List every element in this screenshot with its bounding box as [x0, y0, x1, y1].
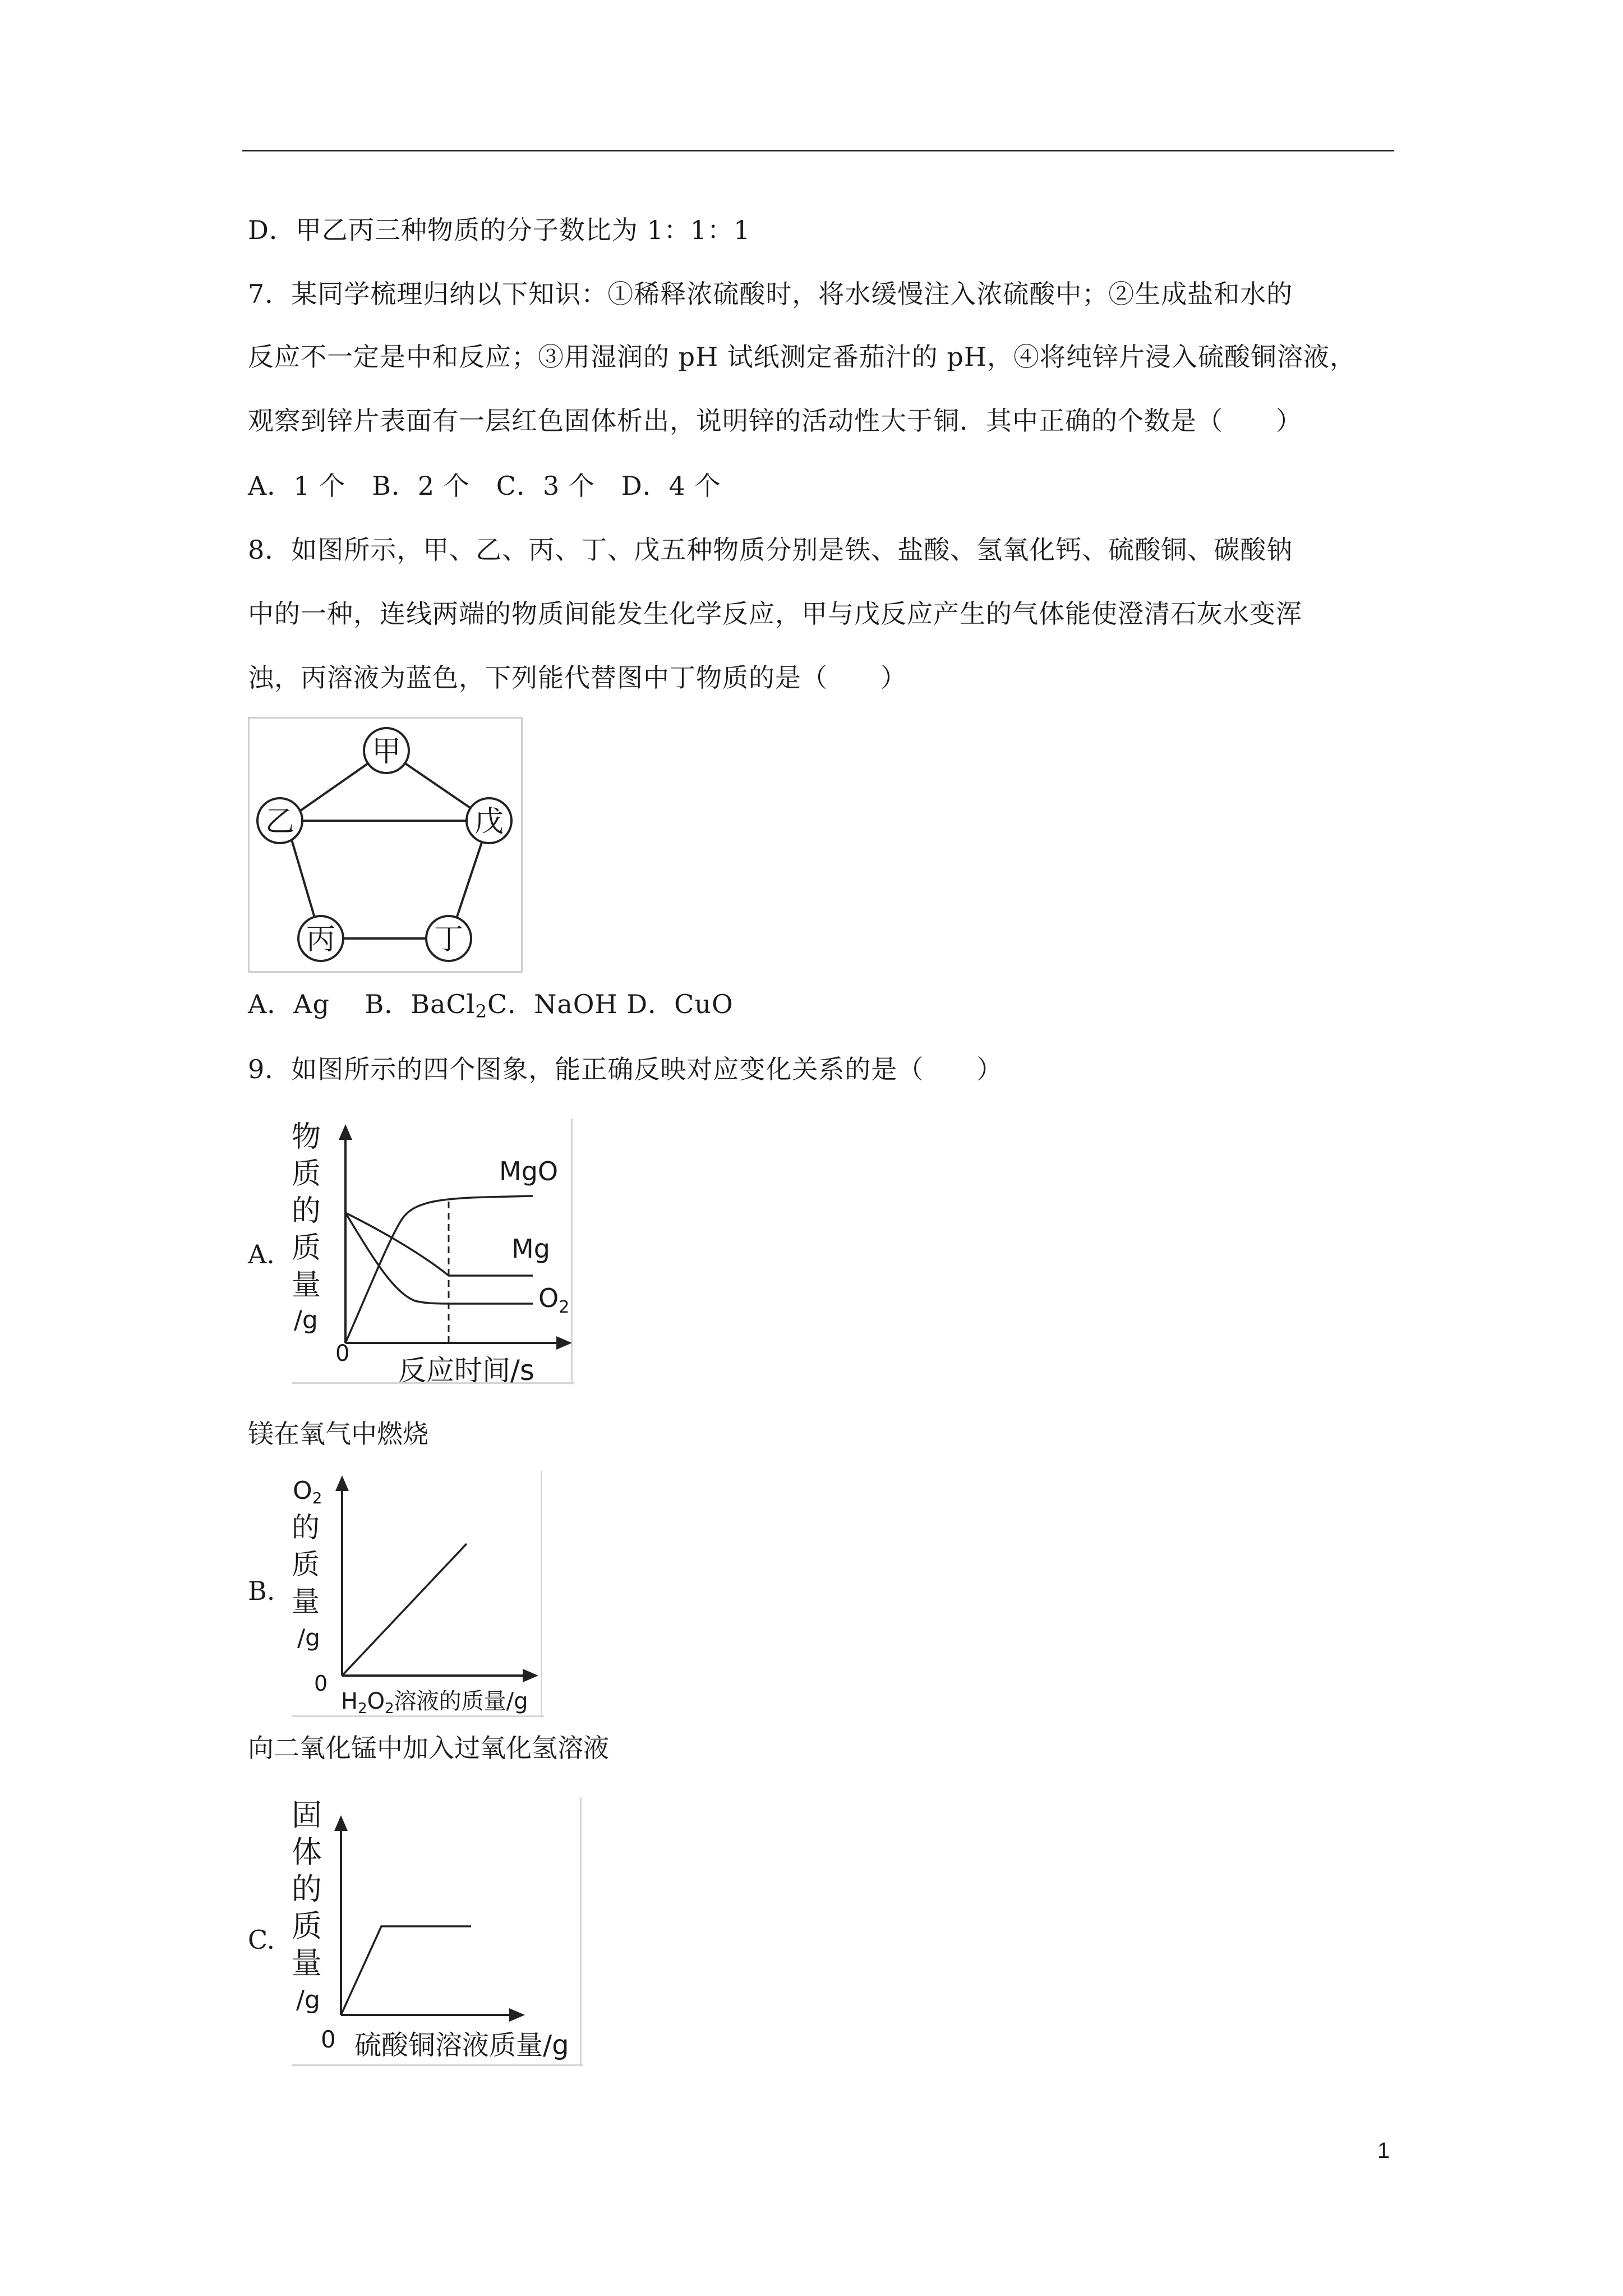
graph-c: [292, 1797, 583, 2067]
graph-a-ylabel-3: 质: [292, 1231, 321, 1265]
header-rule: [242, 150, 1394, 151]
node-ding: 丁: [434, 923, 464, 956]
q7-options: A．1 个 B．2 个 C．3 个 D．4 个: [248, 471, 721, 501]
graph-a-ylabel-4: 量: [292, 1268, 321, 1302]
node-bing: 丙: [306, 923, 336, 956]
q8-options-ab: A．Ag B．BaCl: [248, 989, 476, 1019]
graph-c-xlabel: 硫酸铜溶液质量/g: [354, 2030, 569, 2061]
graph-a-ylabel-0: 物: [292, 1120, 321, 1154]
graph-a-series-mg: Mg: [511, 1234, 550, 1264]
node-wu: 戊: [474, 805, 504, 839]
graph-b-ylabel-0: 的: [292, 1511, 320, 1544]
graph-a-label: A.: [248, 1239, 275, 1269]
graph-a-origin: 0: [335, 1341, 350, 1366]
graph-a: [292, 1119, 574, 1384]
graph-b-xlabel: $H_2O_2$溶液的质量/g: [341, 1688, 528, 1717]
q8-options-sub: 2: [475, 1001, 487, 1023]
node-yi: 乙: [265, 805, 295, 839]
q8-line-1: 8．如图所示，甲、乙、丙、丁、戊五种物质分别是铁、盐酸、氢氧化钙、硫酸铜、碳酸钠: [248, 535, 1293, 565]
graph-b-label: B.: [248, 1576, 275, 1606]
graph-a-series-o2: $O_2$: [538, 1283, 570, 1317]
q8-line-2: 中的一种，连线两端的物质间能发生化学反应，甲与戊反应产生的气体能使澄清石灰水变浑: [248, 599, 1302, 629]
q6-option-d: D．甲乙丙三种物质的分子数比为 1：1：1: [248, 215, 751, 245]
graph-c-origin: 0: [321, 2026, 336, 2053]
graph-b-ylabel-o2: O2: [293, 1476, 322, 1507]
graph-b: [292, 1471, 544, 1718]
q8-options: [248, 987, 734, 1028]
graph-c-label: C.: [248, 1925, 275, 1955]
q7-line-2: 反应不一定是中和反应；③用湿润的 pH 试纸测定番茄汁的 pH，④将纯锌片浸入硫酸铜溶液，: [248, 342, 1356, 372]
q8-options-cd: C．NaOH D．CuO: [487, 989, 734, 1019]
q9-stem: 9．如图所示的四个图象，能正确反映对应变化关系的是（ ）: [248, 1054, 1003, 1084]
graph-a-series-mgo: MgO: [499, 1156, 559, 1186]
graph-a-ylabel-1: 质: [292, 1157, 321, 1191]
graph-a-ylabel-2: 的: [292, 1194, 321, 1228]
graph-b-ylabel-1: 质: [292, 1548, 320, 1581]
graph-c-ylabel-0: 固: [292, 1797, 322, 1833]
pentagon-figure: [248, 717, 523, 973]
graph-a-yunit: /g: [294, 1306, 318, 1335]
graph-b-origin: 0: [314, 1671, 328, 1696]
graph-b-caption: 向二氧化锰中加入过氧化氢溶液: [248, 1733, 609, 1763]
graph-c-ylabel-4: 量: [292, 1945, 322, 1981]
graph-c-ylabel-3: 质: [292, 1908, 322, 1944]
graph-c-ylabel-2: 的: [292, 1871, 322, 1907]
graph-c-yunit: /g: [296, 1986, 320, 2014]
node-jia: 甲: [371, 735, 402, 769]
graph-b-yunit: /g: [297, 1624, 320, 1651]
q7-line-3: 观察到锌片表面有一层红色固体析出，说明锌的活动性大于铜．其中正确的个数是（ ）: [248, 406, 1302, 436]
graph-b-ylabel-2: 量: [292, 1585, 320, 1618]
q7-line-1: 7．某同学梳理归纳以下知识：①稀释浓硫酸时，将水缓慢注入浓硫酸中；②生成盐和水的: [248, 279, 1293, 309]
q8-line-3: 浊，丙溶液为蓝色，下列能代替图中丁物质的是（ ）: [248, 662, 907, 693]
graph-a-caption: 镁在氧气中燃烧: [248, 1419, 428, 1449]
graph-a-xlabel: 反应时间/s: [398, 1354, 534, 1384]
graph-c-ylabel-1: 体: [292, 1834, 322, 1870]
page-number: 1: [1377, 2138, 1390, 2163]
